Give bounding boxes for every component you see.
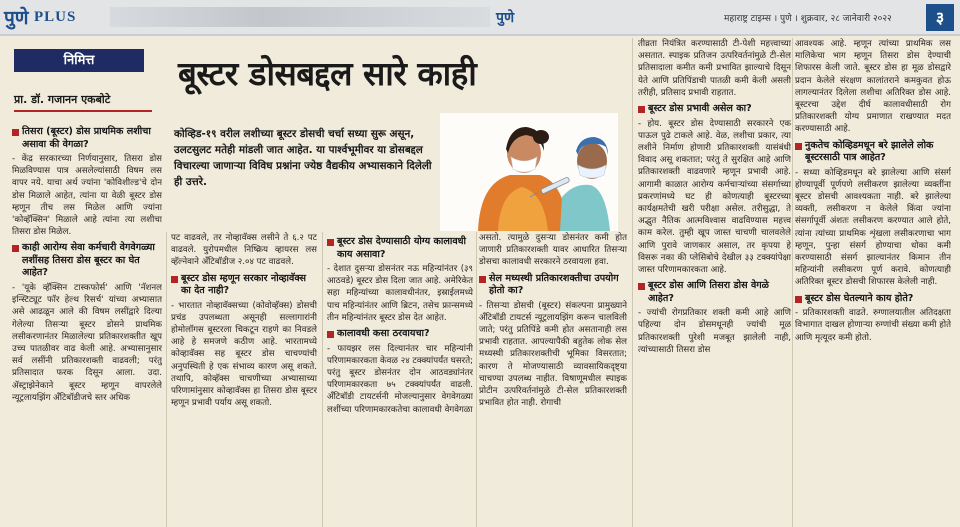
answer-paragraph: तीव्रता नियंत्रित करण्यासाठी टी-पेशी महत्त्वाच्या असतात. स्पाइक प्रतिजन उत्परिवर्तनांमुळे टी-सेल प्रतिसादाला कमीत कमी प्रभावित झाल्याचे दिसून येते आणि प्रतिपिंडाची पातळी कमी केली असली तरीही, प्रतिसाद प्रभावी राहतात.: [638, 39, 791, 98]
article-column-4: [479, 232, 627, 527]
dateline: महाराष्ट्र टाइम्स । पुणे । शुक्रवार, २८ जानेवारी २०२२: [724, 14, 892, 24]
answer-paragraph: - होय. बूस्टर डोस देण्यासाठी सरकारने एक पाऊल पुढे टाकले आहे. वेळ, लशीचा प्रकार, त्या लशीने निर्माण होणारी प्रतिकारशक्ती यासंबंधी विवाद असू शकतात; परंतु ते सुरक्षित आहे आणि प्रतिकारशक्ती वाढवणारे म्हणून प्रभावी आहे. आगामी काळात आरोग्य कर्मचाऱ्यांच्या संसर्गाच्या प्रकरणांमध्ये घट ही कोणत्याही बूस्टरच्या कार्यक्षमतेची खरी परीक्षा असेल. तरीसुद्धा, ते अद्भुत नैतिक आत्मविश्वास वाढविण्यास महत्त्व काम करेल. तुम्ही खूप जास्त चाचणी चालवलेले आणि पुरावे जाणकार असाल, तर कृपया हे विसरू नका की प्लेसिबोचे देखील ३३ टक्क्यांपेक्षा जास्त परिणामकारकता आहे.: [638, 118, 791, 275]
question-text: बूस्टर डोस घेतल्याने काय होते?: [805, 292, 914, 304]
column-rule: [476, 232, 477, 527]
question-heading: [171, 273, 317, 298]
article-column-2: [171, 232, 317, 527]
question-heading: [327, 236, 473, 261]
square-bullet-icon: [795, 143, 802, 150]
square-bullet-icon: [479, 276, 486, 283]
article-column-3: [327, 232, 473, 527]
square-bullet-icon: [327, 239, 334, 246]
answer-paragraph: - तिसऱ्या डोसची (बूस्टर) संकल्पना प्रामुख्याने ॲंटिबॉडी टायटर्स न्यूट्रलायझिंग करून चालविली जाते; परंतु प्रतिपिंडे कमी होत असतानाही लस प्रभावी राहतात. आपल्यापैकी बहुतेक लोक सेल मध्यस्थी प्रतिकारशक्तीची भूमिका विसरतात; कारण ते मोजण्यासाठी व्यावसायिकदृष्ट्या चाचण्या उपलब्ध नाहीत. विषाणूमधील स्पाइक प्रोटीन उत्परिवर्तनांमुळे टी-सेल प्रतिकारशक्ती प्रभावित होत नाही. रोगाची: [479, 300, 627, 409]
question-heading: [795, 140, 951, 165]
square-bullet-icon: [795, 296, 802, 303]
question-heading: [327, 328, 473, 341]
question-heading: [12, 126, 162, 151]
answer-paragraph: - 'यूके व्हॅक्सिन टास्कफोर्स' आणि 'नॅशनल इन्स्टिट्यूट फॉर हेल्थ रिसर्च' यांच्या अभ्यासात असे आढळून आले की विषम लसींद्वारे दिल्या गेलेल्या तिसऱ्या बूस्टर डोसने प्राथमिक लसीकरणानंतर मिळालेल्या प्रतिकारशक्तीत खूप उच्च पातळीवर वाढ केली आहे. अभ्यासानुसार सर्व लसींनी प्रतिकारशक्ती वाढवली; परंतु प्रतिसादात फरक दिसून आला. उदा. ॲस्ट्राझेनेकाने बूस्टर म्हणून वापरलेले न्यूट्रलायझिंग ॲंटिबॉडीजचे स्तर अधिक: [12, 282, 162, 403]
article-column-1: [12, 122, 162, 527]
answer-paragraph: - प्रतिकारशक्ती वाढते. रुग्णालयातील अतिदक्षता विभागात दाखल होणाऱ्या रुग्णांची संख्या कमी होते आणि मृत्यूदर कमी होतो.: [795, 308, 951, 343]
question-heading: [795, 293, 951, 306]
question-text: बूस्टर डोस देण्यासाठी योग्य कालावधी काय असावा?: [337, 236, 467, 260]
question-heading: [638, 280, 791, 305]
square-bullet-icon: [171, 276, 178, 283]
article-column-6: [795, 38, 951, 527]
masthead-stripe: [110, 7, 490, 27]
intro-text: कोव्हिड-१९ वरील लशीच्या बूस्टर डोसची चर्चा सध्या सुरू असून, उलटसुलट मतेही मांडली जात आहेत. या पार्श्वभूमीवर या डोसबद्दल विचारल्या जाणाऱ्या विविध प्रश्नांना ज्येष्ठ वैद्यकीय अभ्यासकाने दिलेली ही उत्तरे.: [174, 128, 432, 188]
column-rule: [632, 38, 633, 527]
page-city-label: पुणे: [496, 10, 515, 26]
vaccination-illustration: [440, 113, 618, 231]
page-number: ३: [926, 4, 954, 31]
answer-paragraph: असतो. त्यामुळे दुसऱ्या डोसनंतर कमी होत जाणारी प्रतिकारशक्ती यावर आधारित तिसऱ्या डोसचा कालावधी सरकारने ठरवायला हवा.: [479, 233, 627, 268]
question-text: बूस्टर डोस आणि तिसरा डोस वेगळे आहेत?: [648, 280, 769, 304]
square-bullet-icon: [638, 106, 645, 113]
answer-paragraph: - फायझर लस दिल्यानंतर चार महिन्यांनी परिणामकारकता केवळ २४ टक्क्यांपर्यंत घसरते; परंतु बूस्टर डोसनंतर दोन आठवड्यांनंतर परिणामकारकता ७५ टक्क्यांपर्यंत वाढली. ॲंटिबॉडी टायटर्सनी मोजल्यानुसार वेगवेगळ्या लशींच्या परिणामकारकतेचा कालावधी वेगवेगळा: [327, 343, 473, 415]
author-underline: [14, 110, 152, 112]
question-heading: [638, 103, 791, 116]
author-byline: प्रा. डॉ. गजानन एकबोटे: [14, 93, 111, 106]
brand-plus: PLUS: [34, 9, 77, 25]
section-label: निमित्त: [14, 49, 144, 72]
masthead: [0, 0, 960, 36]
square-bullet-icon: [327, 331, 334, 338]
answer-paragraph: - केंद्र सरकारच्या निर्णयानुसार, तिसरा डोस मिळविण्यास पात्र असलेल्यांसाठी विषम लस वापर नये. याचा अर्थ ज्यांना 'कोविशील्ड'चे दोन डोस मिळाले आहेत, त्यांना या वेळी बूस्टर डोस म्हणून तीच लस मिळेल आणि ज्यांना 'कोव्हॅक्सिन' मिळाले आहे त्यांना त्या लशीचा तिसरा डोस मिळेल.: [12, 154, 162, 238]
question-text: बूस्टर डोस म्हणून सरकार नोव्हावॅक्स का देत नाही?: [181, 272, 307, 297]
answer-paragraph: पट वाढवले, तर नोव्हावॅक्स लसीने ते ६.२ पट वाढवले. युरोपमधील निष्क्रिय व्हायरस लस व्हॅल्नेवाने ॲंटिबॉडीज २.०४ पट वाढवले.: [171, 233, 317, 268]
question-text: नुकतेच कोव्हिडमधून बरे झालेले लोक बूस्टरसाठी पात्र आहेत?: [805, 139, 934, 164]
column-rule: [792, 38, 793, 527]
square-bullet-icon: [12, 245, 19, 252]
answer-paragraph: आवश्यक आहे. म्हणून त्यांच्या प्राथमिक लस मालिकेचा भाग म्हणून तिसरा डोस देण्याची शिफारस केली जाते. बूस्टर डोस हा मूळ डोसद्वारे प्रदान केलेले संरक्षण कालांतराने कमकुवत होऊ लागल्यानंतर दिलेला लशीचा अतिरिक्त डोस आहे. बूस्टरचा उद्देश दीर्घ कालावधीसाठी रोग प्रतिकारशक्ती योग्य प्रमाणात राखण्यात मदत करण्यासाठी आहे.: [795, 39, 951, 135]
question-heading: [479, 273, 627, 298]
question-text: सेल मध्यस्थी प्रतिकारशक्तीचा उपयोग होतो का?: [489, 272, 619, 297]
question-text: कालावधी कसा ठरवायचा?: [337, 328, 430, 340]
question-text: काही आरोग्य सेवा कर्मचारी वेगवेगळ्या लशींसह तिसरा डोस बूस्टर का घेत आहेत?: [22, 242, 155, 279]
column-rule: [322, 232, 323, 527]
brand-pune: पुणे: [4, 7, 29, 29]
answer-paragraph: - सध्या कोव्हिडमधून बरे झालेल्या आणि संसर्ग होण्यापूर्वी पूर्णपणे लसीकरण झालेल्या व्यक्तींना बूस्टर डोसची आवश्यकता नाही. बरे झालेल्या व्यक्ती, लसीकरण न केलेले किंवा ज्यांना संसर्गापूर्वी अंशतः लसीकरण करण्यात आले होते, त्यांना त्यांच्या प्राथमिक शृंखला लसीकरणाचा भाग म्हणून, पुन्हा संसर्ग होण्याचा धोका कमी करण्यासाठी संसर्ग झाल्यानंतर किमान तीन महिन्यांनी लसीकरण पूर्ण करावे. कोणत्याही अतिरिक्त बूस्टर डोसची शिफारस केलेली नाही.: [795, 167, 951, 288]
question-text: बूस्टर डोस प्रभावी असेल का?: [648, 103, 752, 115]
headline: बूस्टर डोसबद्दल सारे काही: [178, 54, 477, 93]
answer-paragraph: - ज्यांची रोगप्रतिकार शक्ती कमी आहे आणि पहिल्या दोन डोसमधूनही ज्यांची मूळ प्रतिकारशक्ती पुरेशी मजबूत झालेली नाही, त्यांच्यासाठी तिसरा डोस: [638, 308, 791, 355]
square-bullet-icon: [12, 129, 19, 136]
question-heading: [12, 242, 162, 280]
square-bullet-icon: [638, 283, 645, 290]
question-text: तिसरा (बूस्टर) डोस प्राथमिक लशीचा असावा की वेगळा?: [22, 126, 151, 150]
column-rule: [166, 232, 167, 527]
answer-paragraph: - देशात दुसऱ्या डोसनंतर नऊ महिन्यांनंतर (३९ आठवडे) बूस्टर डोस दिला जात आहे. अमेरिकेत सहा महिन्यांच्या कालावधीनंतर, इस्राईलमध्ये पाच महिन्यांनंतर आणि ब्रिटन, तसेच फ्रान्समध्ये तीन महिन्यांनंतर बूस्टर डोस देत आहेत.: [327, 264, 473, 323]
answer-paragraph: - भारतात नोव्हावॅक्सच्या (कोवोव्हॅक्स) डोसची प्रचंड उपलब्धता असूनही सल्लागारांनी होमोलॉगस बूस्टरला चिकटून राहणे का निवडले आहे हे समजणे कठीण आहे. भारतामध्ये कोव्हावॅक्स सह बूस्टर डोस चाचण्यांची अनुपस्थिती हे एक संभाव्य कारण असू शकते. तथापि, कोव्हॅक्स चाचणीच्या अभ्यासाच्या परिणामांनुसार कोव्हावॅक्स हा तिसरा डोस बूस्टर म्हणून प्रभावी पर्याय असू शकतो.: [171, 300, 317, 409]
article-column-5: [638, 38, 791, 527]
